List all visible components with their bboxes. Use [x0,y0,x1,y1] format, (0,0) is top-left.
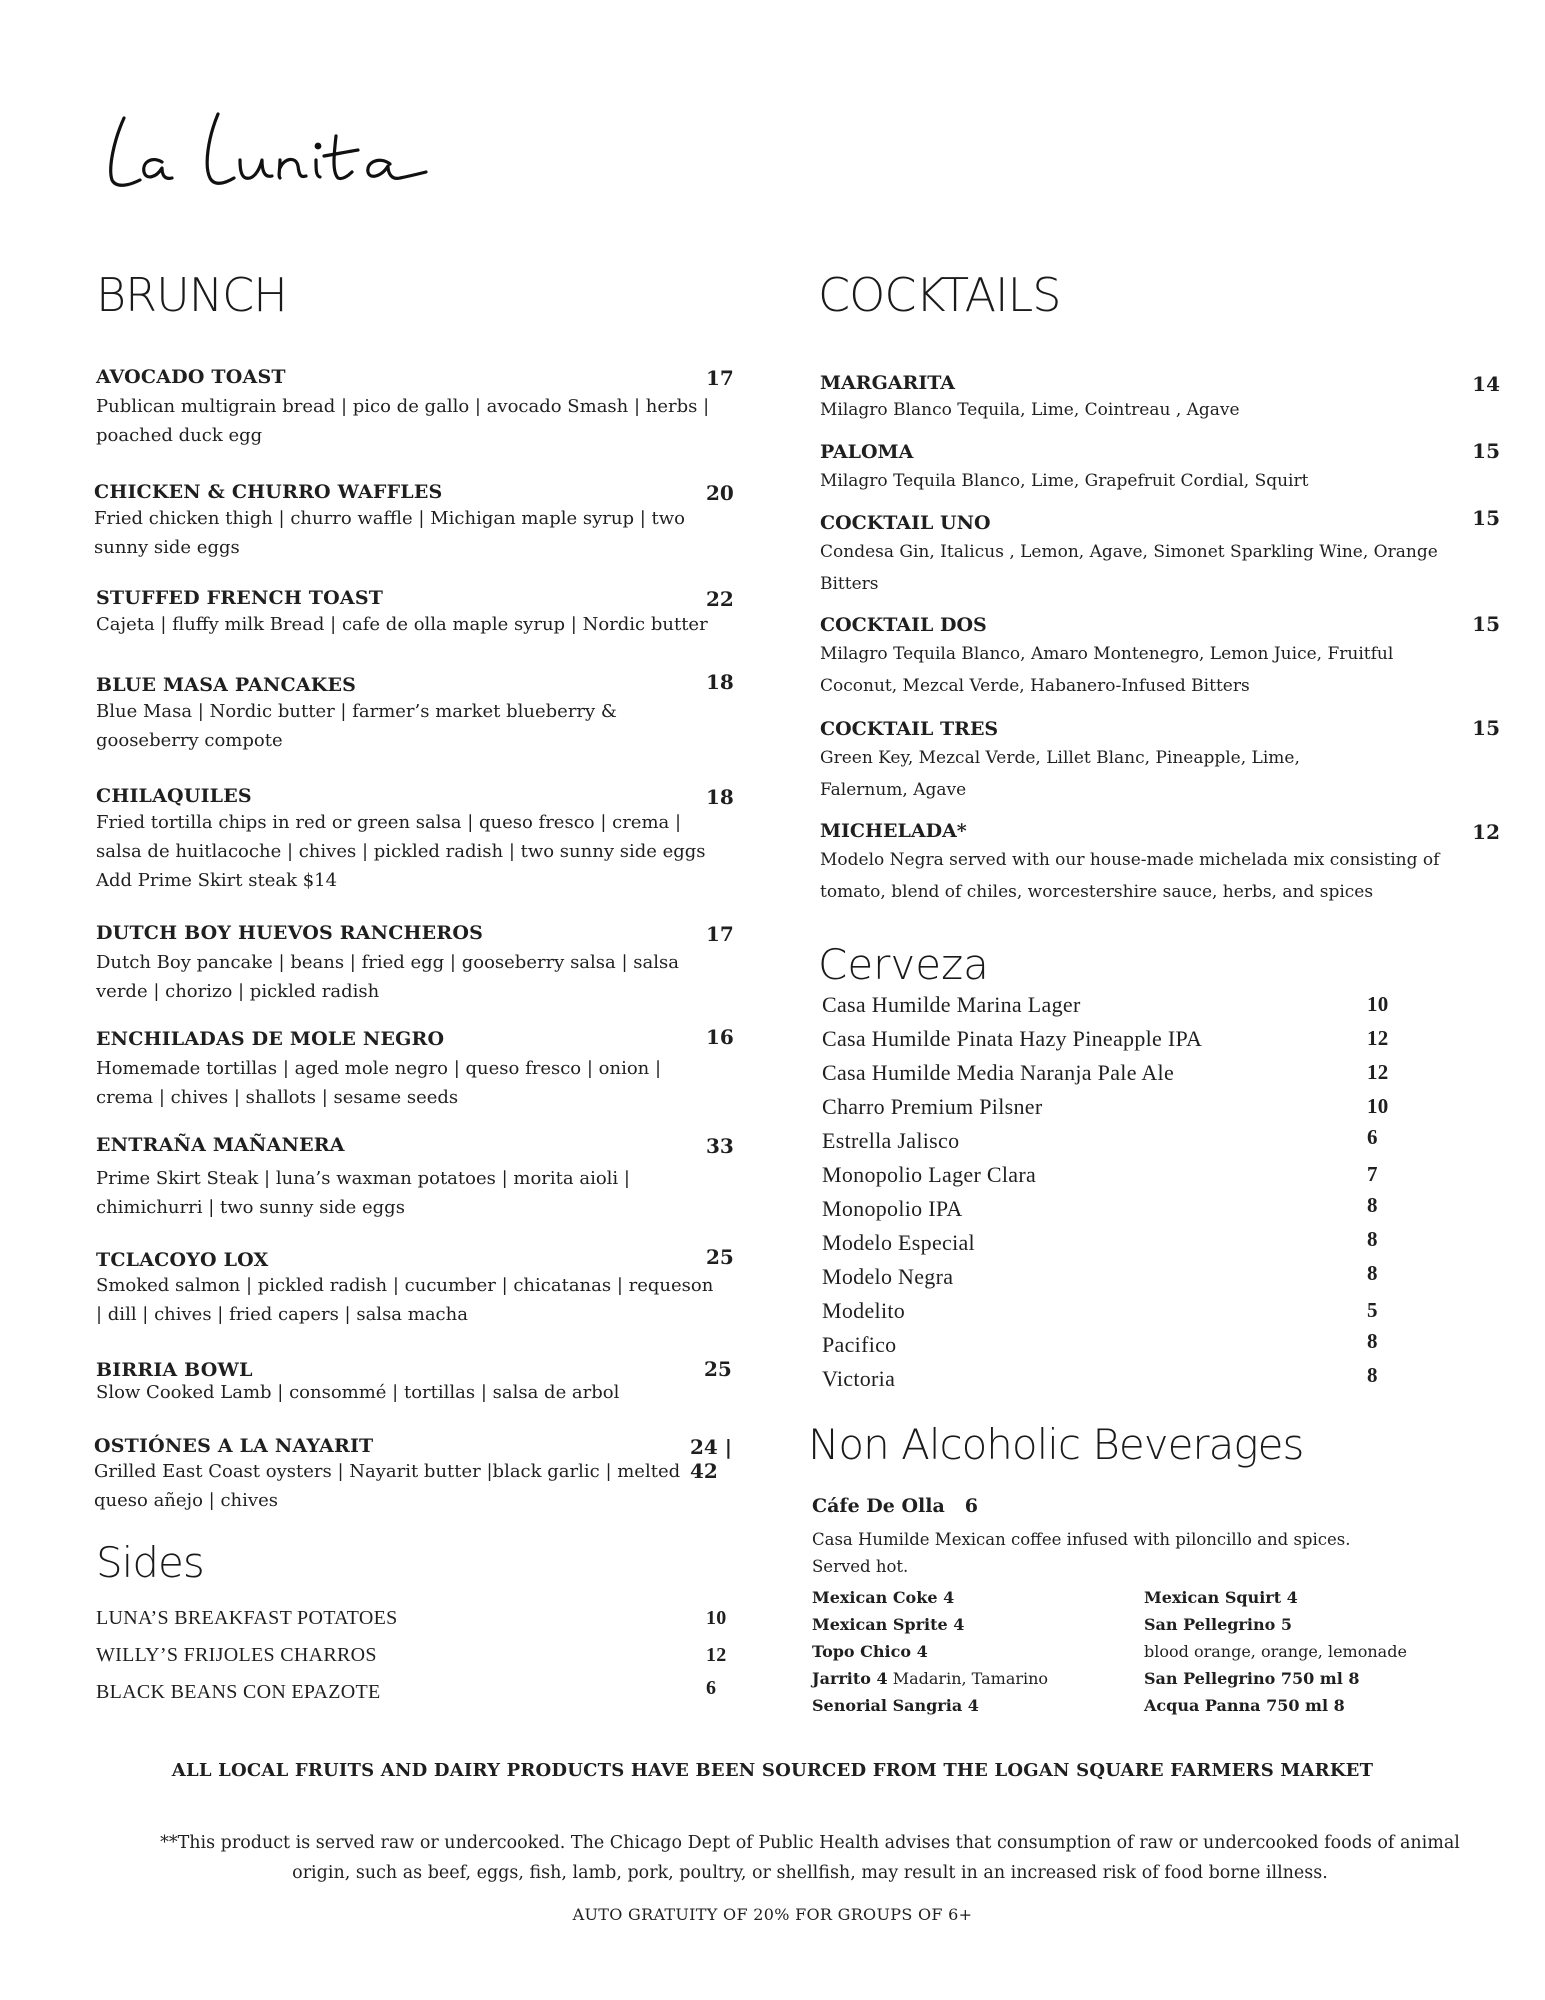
cocktail-name: COCKTAIL TRES [820,718,999,740]
menu-item [96,1359,756,1407]
item-name: ENCHILADAS DE MOLE NEGRO [96,1028,445,1050]
item-description: Smoked salmon | pickled radish | cucumber | chicatanas | requeson | dill | chives | fried capers | salsa macha [96,1275,714,1325]
cocktail-description: Modelo Negra served with our house-made michelada mix consisting of tomato, blend of chiles, worcestershire sauce, herbs, and spices [820,850,1440,902]
cocktail-item [820,614,1500,702]
side-item [96,1607,736,1630]
item-price: 33 [706,1134,734,1158]
beer-name: Monopolio IPA [822,1196,963,1221]
menu-item [96,1025,756,1112]
menu-item [96,1245,756,1329]
beer-name: Victoria [822,1366,896,1391]
item-name: CHICKEN & CHURRO WAFFLES [94,481,443,503]
item-name: STUFFED FRENCH TOAST [96,587,384,609]
cocktail-item [820,820,1500,908]
cocktail-name: MICHELADA* [820,820,967,842]
item-name: BIRRIA BOWL [96,1359,253,1381]
cocktail-price: 15 [1472,612,1500,636]
cocktail-item [820,718,1500,806]
cocktail-item [820,506,1500,600]
beer-name: Casa Humilde Pinata Hazy Pineapple IPA [822,1026,1203,1051]
menu-item [96,670,756,755]
cerveza-title: Cerveza [818,940,989,989]
featured-price: 6 [964,1495,979,1517]
item-description: Cajeta | fluffy milk Bread | cafe de olla maple syrup | Nordic butter [96,614,708,635]
health-advisory: **This product is served raw or undercooked. The Chicago Dept of Public Health advises that consumption of raw or undercooked foods of animal origin, such as beef, eggs, fish, lamb, pork, poultry, or shellfish, may result in an increased risk of food borne illness. [160,1833,1460,1883]
item-name: CHILAQUILES [96,785,252,807]
item-description: Slow Cooked Lamb | consommé | tortillas | salsa de arbol [96,1382,620,1403]
menu-item [96,366,756,450]
beverage-item: San Pellegrino 750 ml 8 [1144,1669,1360,1688]
beverage-item: Senorial Sangria 4 [812,1696,979,1715]
beer-item [822,1363,1392,1392]
item-description: Publican multigrain bread | pico de gallo | avocado Smash | herbs | poached duck egg [96,396,710,446]
item-name: AVOCADO TOAST [96,366,286,388]
cocktail-name: PALOMA [820,441,914,463]
menu-item [96,1134,756,1222]
item-price: 17 [706,922,734,946]
beer-price: 7 [1367,1162,1378,1186]
item-name: OSTIÓNES A LA NAYARIT [94,1435,374,1457]
item-name: BLUE MASA PANCAKES [96,674,357,696]
beer-name: Monopolio Lager Clara [822,1162,1037,1187]
item-name: DUTCH BOY HUEVOS RANCHEROS [96,922,484,944]
beverage-item: San Pellegrino 5 [1144,1615,1292,1634]
beer-item [822,1298,1392,1324]
cocktail-name: MARGARITA [820,372,956,394]
beer-price: 10 [1367,992,1389,1016]
item-price: 25 [706,1245,734,1269]
side-name: WILLY’S FRIJOLES CHARROS [96,1644,377,1666]
cocktail-description: Milagro Tequila Blanco, Lime, Grapefruit Cordial, Squirt [820,471,1309,491]
beer-item [822,1227,1392,1256]
item-description: Dutch Boy pancake | beans | fried egg | gooseberry salsa | salsa verde | chorizo | pickled radish [96,952,679,1002]
beer-item [822,1026,1392,1052]
restaurant-logo [100,100,440,210]
menu-item [96,587,756,639]
menu-item [96,922,756,1006]
beverage-item: Jarrito 4 Madarin, Tamarino [812,1669,1049,1688]
side-name: BLACK BEANS CON EPAZOTE [96,1681,381,1703]
beer-name: Modelo Especial [822,1230,975,1255]
item-name: TCLACOYO LOX [96,1249,269,1271]
cocktail-description: Milagro Blanco Tequila, Lime, Cointreau , Agave [820,400,1240,420]
beverage-item: Mexican Sprite 4 [812,1615,965,1634]
beer-price: 8 [1367,1193,1378,1217]
beverage-list-right [1144,1584,1407,1719]
cocktail-name: COCKTAIL DOS [820,614,987,636]
sides-title: Sides [96,1538,204,1587]
cocktail-price: 15 [1472,439,1500,463]
beer-item [822,992,1392,1018]
beer-item [822,1125,1392,1154]
local-sourcing-note: ALL LOCAL FRUITS AND DAIRY PRODUCTS HAVE BEEN SOURCED FROM THE LOGAN SQUARE FARMERS MARKET [171,1760,1374,1781]
beverage-item: Acqua Panna 750 ml 8 [1144,1696,1345,1715]
item-description: Fried chicken thigh | churro waffle | Michigan maple syrup | two sunny side eggs [94,508,685,558]
beer-name: Charro Premium Pilsner [822,1094,1043,1119]
menu-item [94,481,754,562]
beer-price: 8 [1367,1363,1378,1387]
beer-price: 10 [1367,1094,1389,1118]
cocktail-item [820,372,1500,426]
beverage-list-left [812,1584,1048,1719]
beer-price: 8 [1367,1261,1378,1285]
gratuity-note: AUTO GRATUITY OF 20% FOR GROUPS OF 6+ [572,1905,973,1924]
beer-name: Estrella Jalisco [822,1128,960,1153]
cocktail-description: Green Key, Mezcal Verde, Lillet Blanc, Pineapple, Lime, Falernum, Agave [820,748,1300,800]
beer-name: Casa Humilde Marina Lager [822,992,1081,1017]
brunch-title: BRUNCH [96,268,287,322]
beer-item [822,1261,1392,1290]
featured-beverage [812,1495,978,1517]
item-price: 16 [706,1025,734,1049]
item-description: Fried tortilla chips in red or green salsa | queso fresco | crema | salsa de huitlacoche | chives | pickled radish | two sunny side eggs [96,812,706,862]
beverage-item: Mexican Coke 4 [812,1588,955,1607]
item-price: 18 [706,785,734,809]
beer-price: 5 [1367,1298,1378,1322]
beverage-item: blood orange, orange, lemonade [1144,1642,1407,1661]
featured-name: Cáfe De Olla [812,1495,945,1517]
menu-item [94,1435,754,1515]
item-addon: Add Prime Skirt steak $14 [96,870,338,891]
cocktail-description: Milagro Tequila Blanco, Amaro Montenegro, Lemon Juice, Fruitful Coconut, Mezcal Verde, Habanero-Infused Bitters [820,644,1394,696]
side-item [96,1644,736,1667]
side-price: 10 [706,1607,727,1629]
beer-item [822,1329,1392,1358]
beer-name: Modelo Negra [822,1264,954,1289]
cocktail-price: 15 [1472,506,1500,530]
cocktail-price: 15 [1472,716,1500,740]
cocktail-price: 14 [1472,372,1500,396]
side-price: 6 [706,1677,717,1699]
item-price: 22 [706,587,734,611]
beer-item [822,1193,1392,1222]
beer-price: 12 [1367,1060,1389,1084]
cocktail-price: 12 [1472,820,1500,844]
beer-name: Casa Humilde Media Naranja Pale Ale [822,1060,1175,1085]
item-description: Homemade tortillas | aged mole negro | queso fresco | onion | crema | chives | shallots | sesame seeds [96,1058,662,1108]
side-name: LUNA’S BREAKFAST POTATOES [96,1607,398,1629]
item-description: Blue Masa | Nordic butter | farmer’s market blueberry & gooseberry compote [96,701,617,751]
beer-price: 8 [1367,1329,1378,1353]
cocktail-name: COCKTAIL UNO [820,512,991,534]
item-price: 18 [706,670,734,694]
beer-item [822,1060,1392,1086]
item-name: ENTRAÑA MAÑANERA [96,1134,345,1156]
non-alcoholic-title: Non Alcoholic Beverages [808,1420,1304,1469]
beer-item [822,1094,1392,1120]
beer-price: 12 [1367,1026,1389,1050]
item-price: 25 [704,1357,732,1381]
item-description: Prime Skirt Steak | luna’s waxman potatoes | morita aioli | chimichurri | two sunny side eggs [96,1168,630,1218]
menu-item [96,785,756,895]
beer-name: Modelito [822,1298,906,1323]
beverage-item: Mexican Squirt 4 [1144,1588,1298,1607]
cocktails-title: COCKTAILS [818,268,1061,322]
beer-price: 8 [1367,1227,1378,1251]
item-description: Grilled East Coast oysters | Nayarit butter |black garlic | melted queso añejo | chives [94,1461,681,1511]
item-price: 20 [706,481,734,505]
cocktail-description: Condesa Gin, Italicus , Lemon, Agave, Simonet Sparkling Wine, Orange Bitters [820,542,1438,594]
beer-item [822,1162,1392,1188]
beer-name: Pacifico [822,1332,897,1357]
item-price: 24 | 42 [690,1435,733,1483]
side-item [96,1677,736,1704]
beer-price: 6 [1367,1125,1378,1149]
featured-description: Casa Humilde Mexican coffee infused with piloncillo and spices. Served hot. [812,1530,1351,1576]
side-price: 12 [706,1644,727,1666]
item-price: 17 [706,366,734,390]
beverage-item: Topo Chico 4 [812,1642,928,1661]
cocktail-item [820,441,1500,497]
